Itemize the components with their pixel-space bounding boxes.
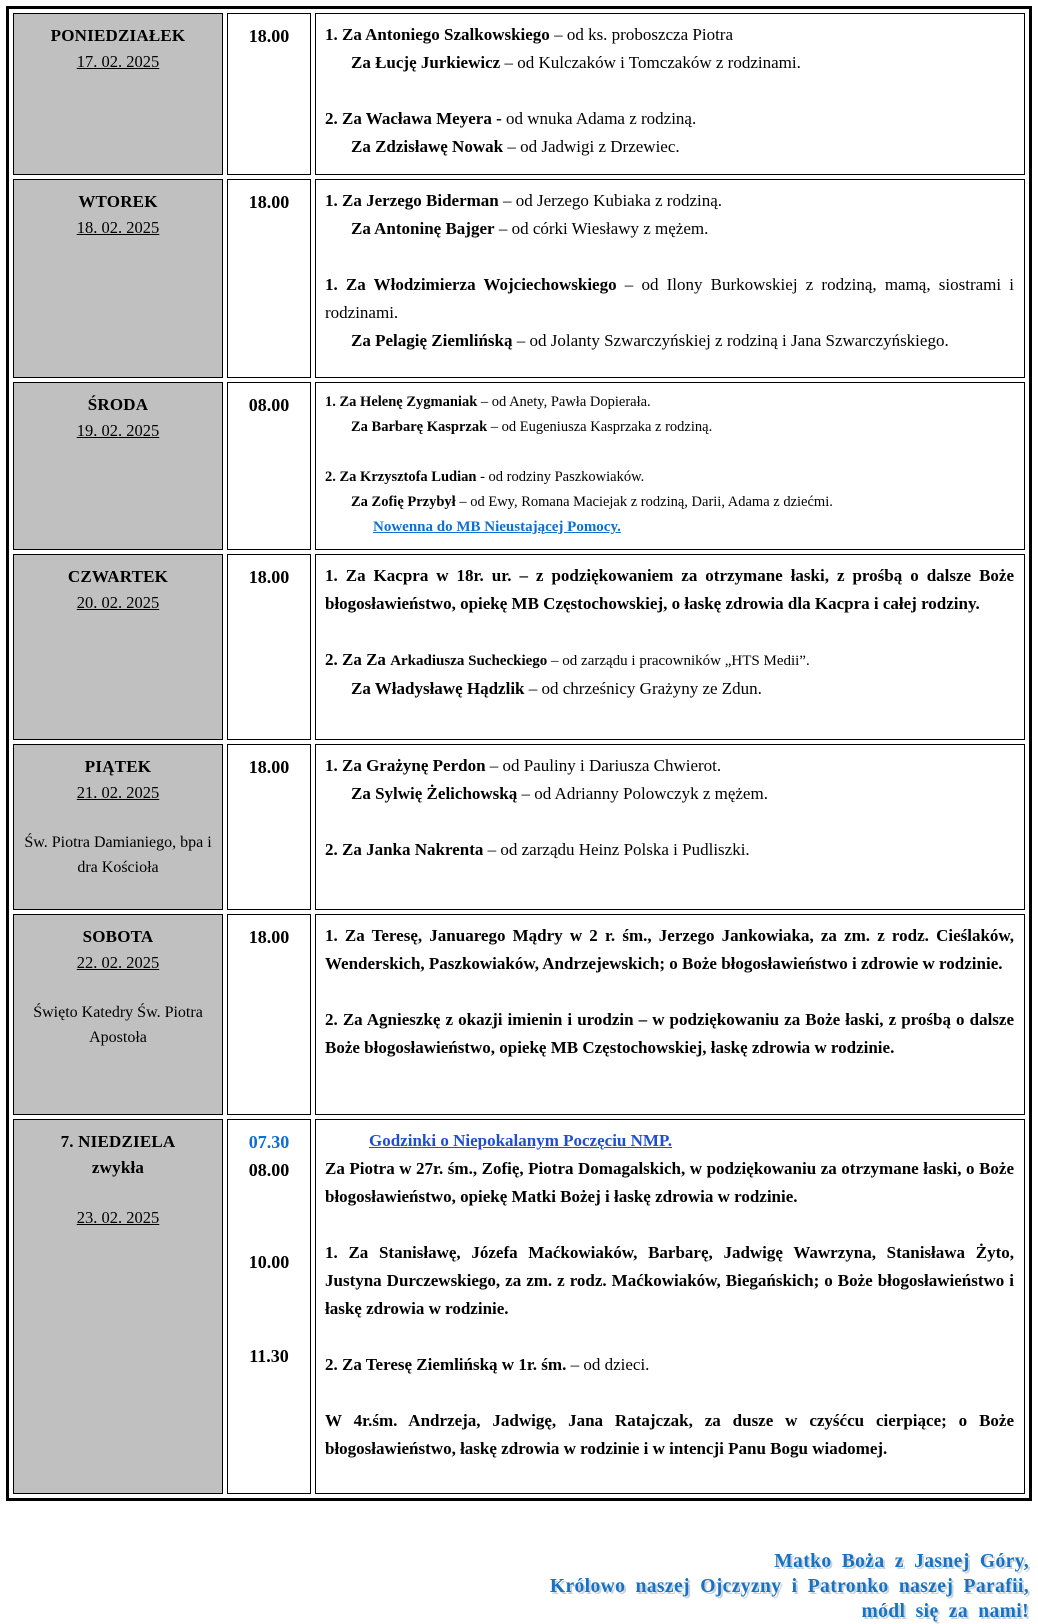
intention-text: Za Zofię Przybył <box>351 494 456 510</box>
mass-time: 10.00 <box>248 1252 290 1272</box>
feast-label: Św. Piotra Damianiego, bpa i dra Kościoła <box>24 834 212 876</box>
intentions-cell <box>315 1119 1025 1494</box>
intention-text: Nowenna do MB Nieustającej Pomocy. <box>373 519 621 535</box>
time-cell <box>227 914 311 1115</box>
day-label: PIĄTEK <box>84 757 152 776</box>
intention-text: 2. Za Teresę Ziemlińską w 1r. śm. <box>325 1355 567 1374</box>
spacer <box>20 976 216 1000</box>
date-label: 17. 02. 2025 <box>76 52 160 71</box>
table-row <box>13 554 1025 740</box>
intention-paragraph <box>369 1127 1014 1155</box>
blank-line <box>325 243 1014 271</box>
intention-paragraph <box>325 465 1014 490</box>
intention-text: – od Anety, Pawła Dopierała. <box>477 394 651 410</box>
intention-text: 2. Za Janka Nakrenta <box>325 840 484 859</box>
footer-prayer-line: módl się za nami! <box>861 1601 1029 1622</box>
intention-text: – od Eugeniusza Kasprzaka z rodziną. <box>487 419 713 435</box>
day-cell <box>13 13 223 175</box>
intention-text: – od chrześnicy Grażyny ze Zdun. <box>524 679 762 698</box>
table-row <box>13 13 1025 175</box>
mass-time: 18.00 <box>248 26 290 46</box>
intention-paragraph <box>325 215 1014 243</box>
intention-paragraph <box>325 1407 1014 1463</box>
mass-time: 11.30 <box>249 1346 289 1366</box>
intention-text: 1. Za Jerzego Biderman <box>325 191 499 210</box>
mass-time: 18.00 <box>248 927 290 947</box>
intention-text: Za Władysławę Hądzlik <box>351 679 525 698</box>
mass-intentions-body <box>13 13 1025 1494</box>
time-cell <box>227 179 311 378</box>
date-label: 18. 02. 2025 <box>76 218 160 237</box>
day-cell <box>13 382 223 550</box>
intention-text: – od córki Wiesławy z mężem. <box>494 219 709 238</box>
date-label: 23. 02. 2025 <box>76 1208 160 1227</box>
intention-paragraph <box>325 646 1014 675</box>
time-cell <box>227 554 311 740</box>
intention-paragraph <box>325 1006 1014 1062</box>
intention-text: – od ks. proboszcza Piotra <box>549 25 733 44</box>
intention-text: Za Pelagię Ziemlińską <box>351 331 513 350</box>
intention-paragraph <box>325 105 1014 133</box>
blank-line <box>325 808 1014 836</box>
intention-paragraph <box>325 271 1014 327</box>
date-label: 21. 02. 2025 <box>76 783 160 802</box>
intention-text: Za Barbarę Kasprzak <box>351 419 488 435</box>
intention-text: – od Ewy, Romana Maciejak z rodziną, Darii, Adama z dziećmi. <box>455 494 833 510</box>
intention-text: Za Łucję Jurkiewicz <box>351 53 501 72</box>
intention-paragraph <box>325 1239 1014 1323</box>
intention-text: 1. Za Helenę Zygmaniak <box>325 394 478 410</box>
intention-text: – od zarządu Heinz Polska i Pudliszki. <box>483 840 750 859</box>
footer-prayer-line: Królowo naszej Ojczyzny i Patronko naszej Parafii, <box>549 1576 1029 1597</box>
intention-text: – od Jadwigi z Drzewiec. <box>503 137 680 156</box>
day-label: SOBOTA <box>82 927 154 946</box>
day-label: CZWARTEK <box>67 567 169 586</box>
intention-text: 2. Za Agnieszkę z okazji imienin i urodzin – w podziękowaniu za Boże łaski, z prośbą o dalsze Boże błogosławieństwo, opiekę MB Częstochowskiej, łaskę zdrowia w rodzinie. <box>325 1010 1014 1057</box>
intentions-cell <box>315 179 1025 378</box>
intentions-cell <box>315 744 1025 910</box>
mass-intentions-table <box>6 6 1032 1501</box>
intention-text: Arkadiusza Sucheckiego <box>390 653 548 669</box>
day-cell <box>13 554 223 740</box>
intention-text: – od Jolanty Szwarczyńskiej z rodziną i Jana Szwarczyńskiego. <box>512 331 949 350</box>
table-row <box>13 744 1025 910</box>
blank-line <box>325 618 1014 646</box>
intention-text: – od Ilony Burkowskiej z rodziną, mamą, siostrami i rodzinami. <box>325 275 1014 322</box>
intention-paragraph <box>325 415 1014 440</box>
intention-paragraph <box>373 515 1014 540</box>
mass-time: 18.00 <box>248 567 290 587</box>
table-row <box>13 179 1025 378</box>
mass-time: 08.00 <box>248 395 290 415</box>
table-row <box>13 914 1025 1115</box>
bulletin-page <box>0 6 1038 1624</box>
intention-paragraph <box>325 21 1014 49</box>
intention-text: – od Jerzego Kubiaka z rodziną. <box>498 191 723 210</box>
intention-paragraph <box>325 327 1014 355</box>
intentions-cell <box>315 914 1025 1115</box>
footer-prayer <box>0 1549 1038 1624</box>
day-label: PONIEDZIAŁEK <box>50 26 186 45</box>
date-label: 20. 02. 2025 <box>76 593 160 612</box>
blank-line <box>325 440 1014 465</box>
day-cell <box>13 914 223 1115</box>
intention-text: 1. Za Antoniego Szalkowskiego <box>325 25 550 44</box>
spacer <box>20 1181 216 1205</box>
intention-text: 1. Za Kacpra w 18r. ur. – z podziękowaniem za otrzymane łaski, z prośbą o dalsze Boże błogosławieństwo, opiekę MB Częstochowskiej, o łaskę zdrowia dla Kacpra i całej rodziny. <box>325 566 1014 613</box>
intention-text: Za Sylwię Żelichowską <box>351 784 518 803</box>
day-label: zwykła <box>91 1158 145 1177</box>
intention-text: – od zarządu i pracowników „HTS Medii”. <box>547 653 810 669</box>
table-row <box>13 382 1025 550</box>
intention-text: W 4r.śm. Andrzeja, Jadwigę, Jana Ratajczak, za dusze w czyśćcu cierpiące; o Boże błogosławieństwo, łaskę zdrowia w rodzinie i w intencji Panu Bogu wiadomej. <box>325 1411 1014 1458</box>
intention-text: - od rodziny Paszkowiaków. <box>476 469 645 485</box>
intention-paragraph <box>325 49 1014 77</box>
time-cell <box>227 13 311 175</box>
intention-paragraph <box>325 133 1014 161</box>
day-label: ŚRODA <box>87 395 149 414</box>
intention-paragraph <box>325 752 1014 780</box>
intention-text: 1. Za Włodzimierza Wojciechowskiego <box>325 275 617 294</box>
mass-time: 18.00 <box>248 192 290 212</box>
intention-paragraph <box>325 1155 1014 1211</box>
intention-paragraph <box>325 922 1014 978</box>
blank-line <box>325 978 1014 1006</box>
intention-text: – od Adrianny Polowczyk z mężem. <box>517 784 768 803</box>
time-cell <box>227 382 311 550</box>
date-label: 19. 02. 2025 <box>76 421 160 440</box>
blank-line <box>325 1379 1014 1407</box>
intention-paragraph <box>325 1351 1014 1379</box>
intention-text: Za Zdzisławę Nowak <box>351 137 504 156</box>
intention-text: – od Kulczaków i Tomczaków z rodzinami. <box>500 53 801 72</box>
footer-prayer-line: Matko Boża z Jasnej Góry, <box>774 1551 1029 1572</box>
time-cell <box>227 744 311 910</box>
table-row <box>13 1119 1025 1494</box>
day-cell <box>13 744 223 910</box>
intention-paragraph <box>325 187 1014 215</box>
intention-text: – od Pauliny i Dariusza Chwierot. <box>485 756 722 775</box>
intentions-cell <box>315 382 1025 550</box>
intention-text: 1. Za Grażynę Perdon <box>325 756 486 775</box>
blank-line <box>325 1211 1014 1239</box>
intention-text: – od dzieci. <box>566 1355 650 1374</box>
intention-paragraph <box>325 562 1014 618</box>
intentions-cell <box>315 554 1025 740</box>
day-label: WTOREK <box>78 192 158 211</box>
intention-paragraph <box>325 390 1014 415</box>
time-cell <box>227 1119 311 1494</box>
mass-time: 08.00 <box>248 1160 290 1180</box>
feast-label: Święto Katedry Św. Piotra Apostoła <box>33 1004 203 1046</box>
day-label: 7. NIEDZIELA <box>60 1132 176 1151</box>
intention-text: 1. Za Teresę, Januarego Mądry w 2 r. śm., Jerzego Jankowiaka, za zm. z rodz. Cieślaków, Wenderskich, Paszkowiaków, Andrzejewskich; o Boże błogosławieństwo i zdrowie w rodzinie. <box>325 926 1014 973</box>
intention-text: Godzinki o Niepokalanym Poczęciu NMP. <box>369 1131 673 1150</box>
intention-text: 2. Za Krzysztofa Ludian <box>325 469 477 485</box>
intention-text: 2. Za Za <box>325 650 391 669</box>
intention-text: Za Piotra w 27r. śm., Zofię, Piotra Domagalskich, w podziękowaniu za otrzymane łaski, o Boże błogosławieństwo, opiekę Matki Bożej i łaskę zdrowia w rodzinie. <box>325 1159 1014 1206</box>
spacer <box>20 806 216 830</box>
intention-text: od wnuka Adama z rodziną. <box>501 109 697 128</box>
intention-paragraph <box>325 836 1014 864</box>
intention-paragraph <box>325 675 1014 703</box>
intentions-cell <box>315 13 1025 175</box>
day-cell <box>13 1119 223 1494</box>
intention-paragraph <box>325 490 1014 515</box>
intention-paragraph <box>325 780 1014 808</box>
mass-time: 18.00 <box>248 757 290 777</box>
day-cell <box>13 179 223 378</box>
intention-text: 1. Za Stanisławę, Józefa Maćkowiaków, Barbarę, Jadwigę Wawrzyna, Stanisława Żyto, Justyna Durczewskiego, za zm. z rodz. Maćkowiaków, Biegańskich; o Boże błogosławieństwo i łaskę zdrowia w rodzinie. <box>325 1243 1014 1318</box>
mass-time: 07.30 <box>248 1132 290 1152</box>
blank-line <box>325 77 1014 105</box>
intention-text: 2. Za Wacława Meyera - <box>325 109 502 128</box>
intention-text: Za Antoninę Bajger <box>351 219 495 238</box>
date-label: 22. 02. 2025 <box>76 953 160 972</box>
blank-line <box>325 1323 1014 1351</box>
